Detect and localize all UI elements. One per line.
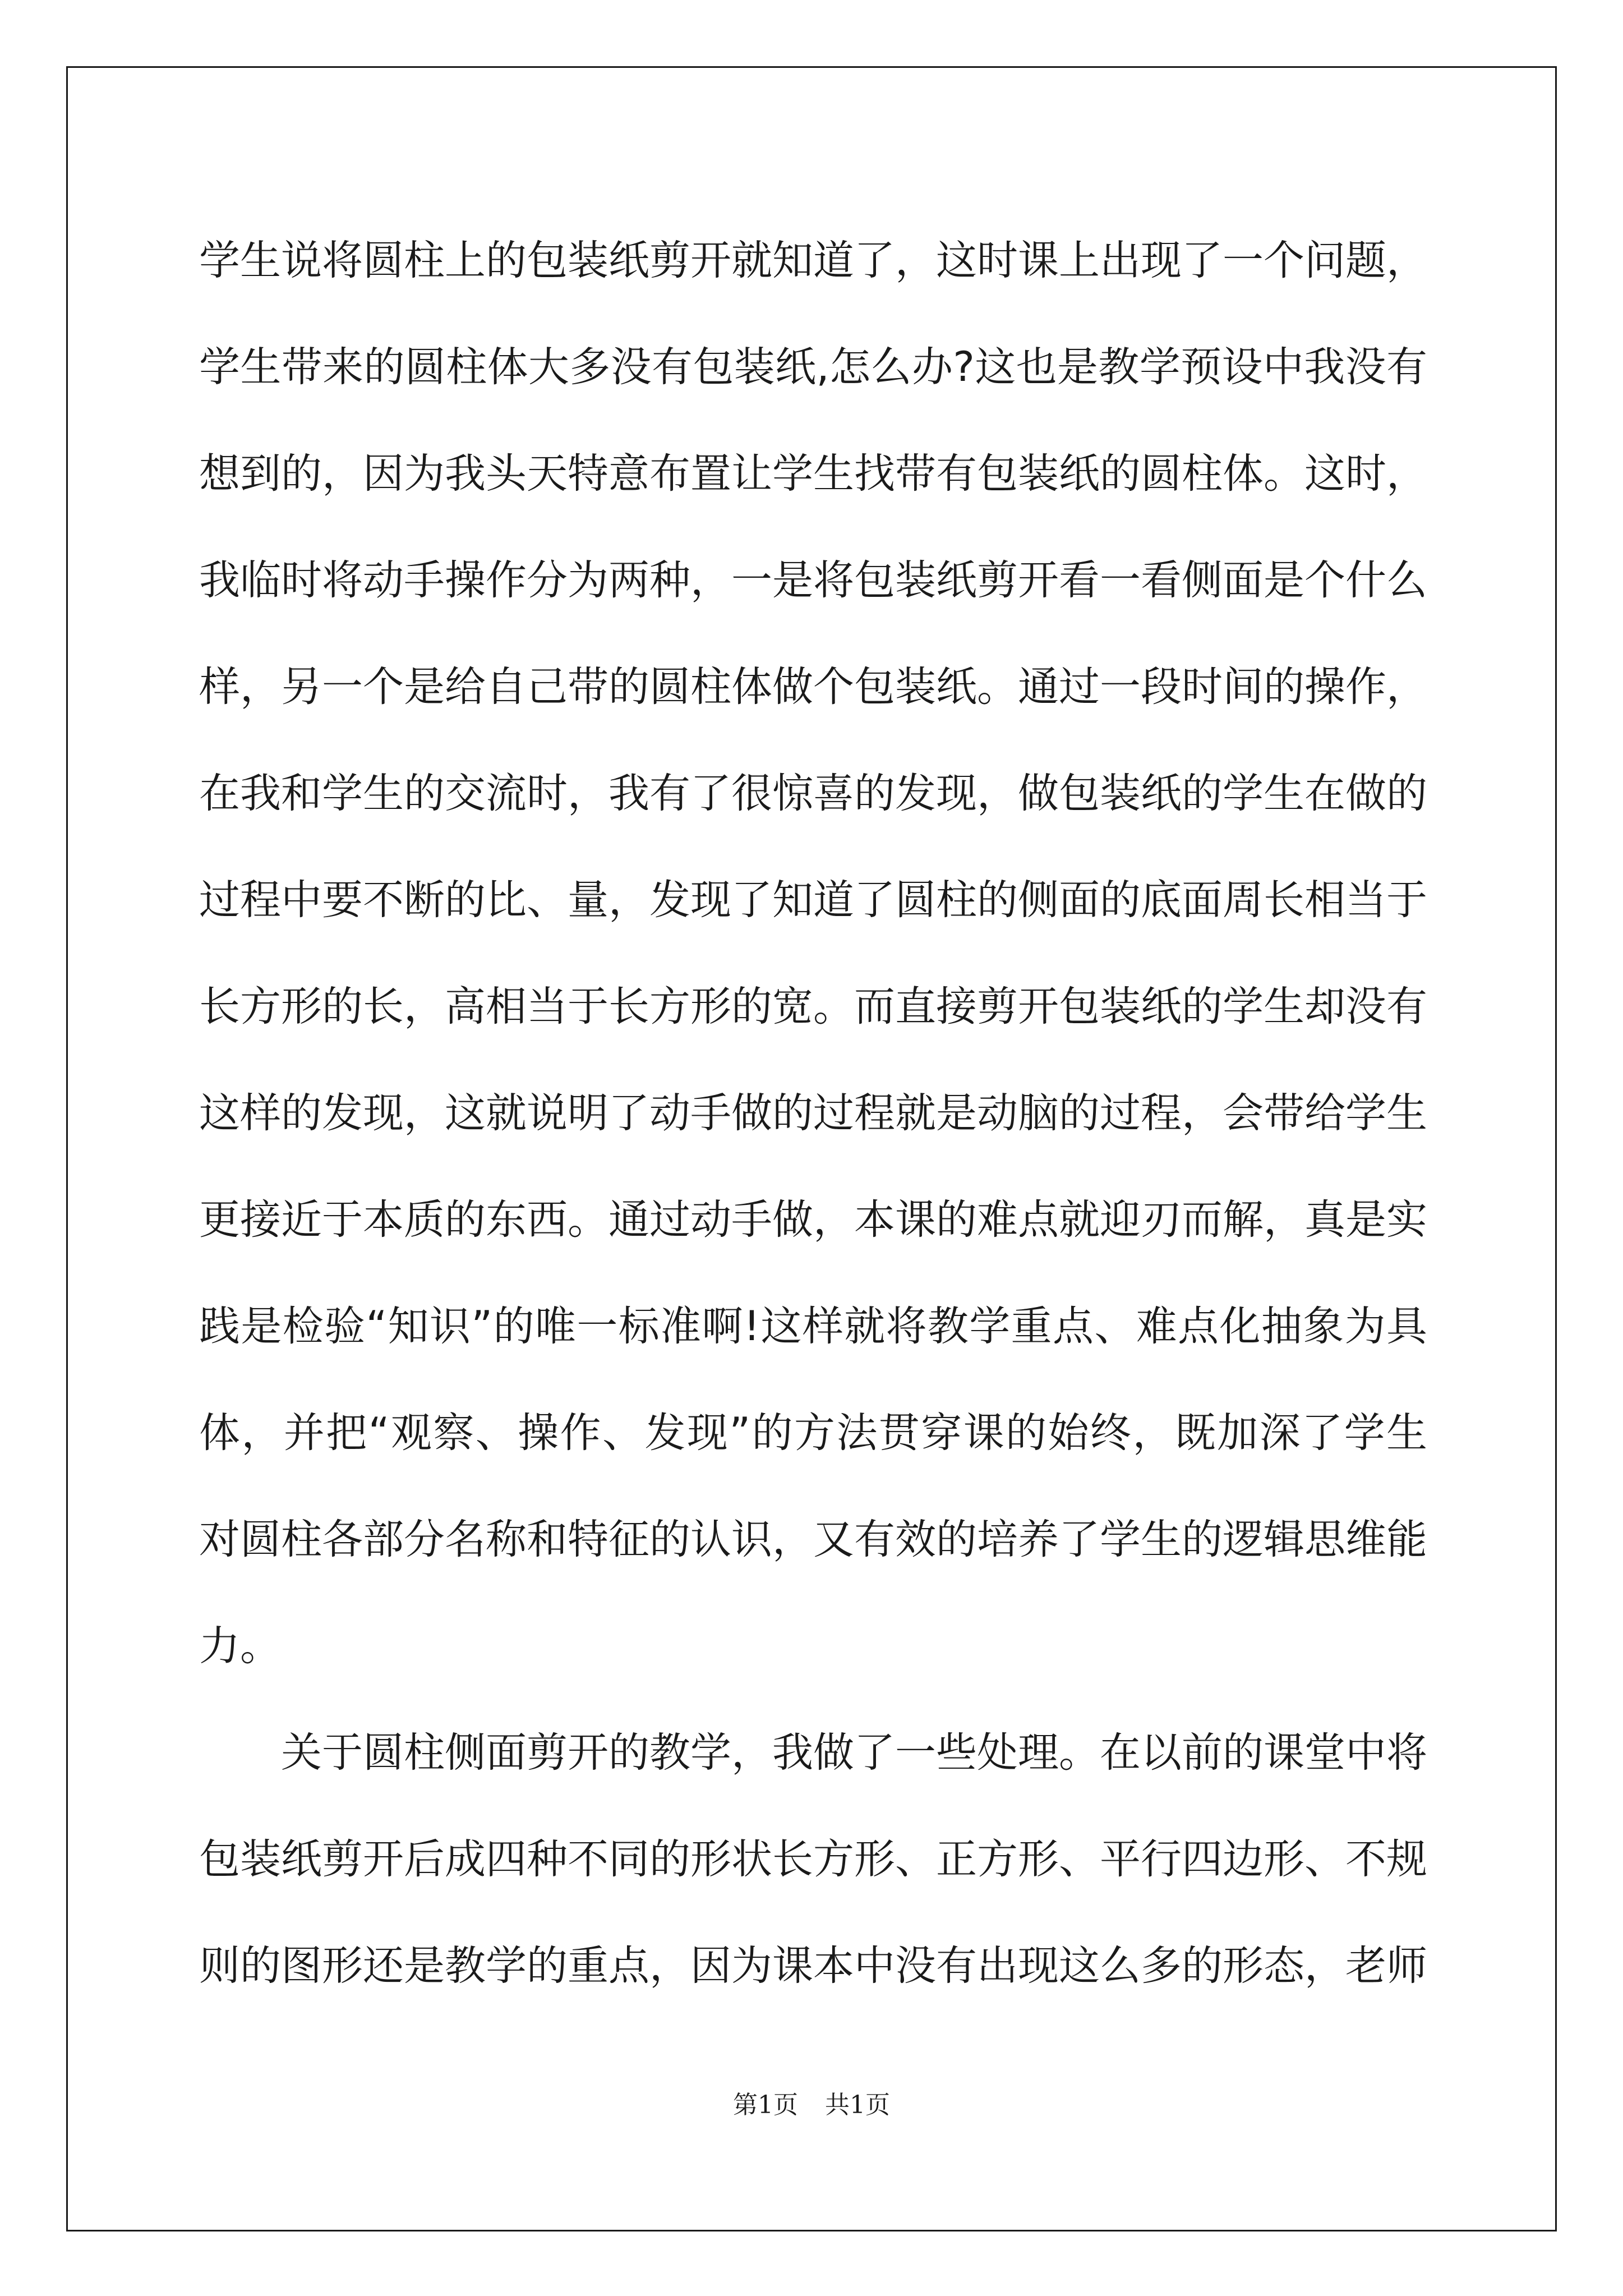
page-total: 共1页 <box>825 2091 890 2119</box>
paragraph-2: 关于圆柱侧面剪开的教学，我做了一些处理。在以前的课堂中将包装纸剪开后成四种不同的形状长方形、正方形、平行四边形、不规则的图形还是教学的重点，因为课本中没有出现这么多的形态，老师 <box>199 1729 1427 1990</box>
paragraph-1: 学生说将圆柱上的包装纸剪开就知道了，这时课上出现了一个问题，学生带来的圆柱体大多没有包装纸,怎么办?这也是教学预设中我没有想到的，因为我头天特意布置让学生找带有包装纸的圆柱体。这时，我临时将动手操作分为两种，一是将包装纸剪开看一看侧面是个什么样，另一个是给自己带的圆柱体做个包装纸。通过一段时间的操作，在我和学生的交流时，我有了很惊喜的发现，做包装纸的学生在做的过程中要不断的比、量，发现了知道了圆柱的侧面的底面周长相当于长方形的长，高相当于长方形的宽。而直接剪开包装纸的学生却没有这样的发现，这就说明了动手做的过程就是动脑的过程，会带给学生更接近于本质的东西。通过动手做，本课的难点就迎刃而解，真是实践是检验“知识”的唯一标准啊!这样就将教学重点、难点化抽象为具体，并把“观察、操作、发现”的方法贯穿课的始终，既加深了学生对圆柱各部分名称和特征的认识，又有效的培养了学生的逻辑思维能力。 <box>199 237 1427 1670</box>
document-body <box>199 208 1427 2019</box>
page-number: 第1页 <box>733 2091 798 2119</box>
page-footer <box>0 2085 1623 2120</box>
